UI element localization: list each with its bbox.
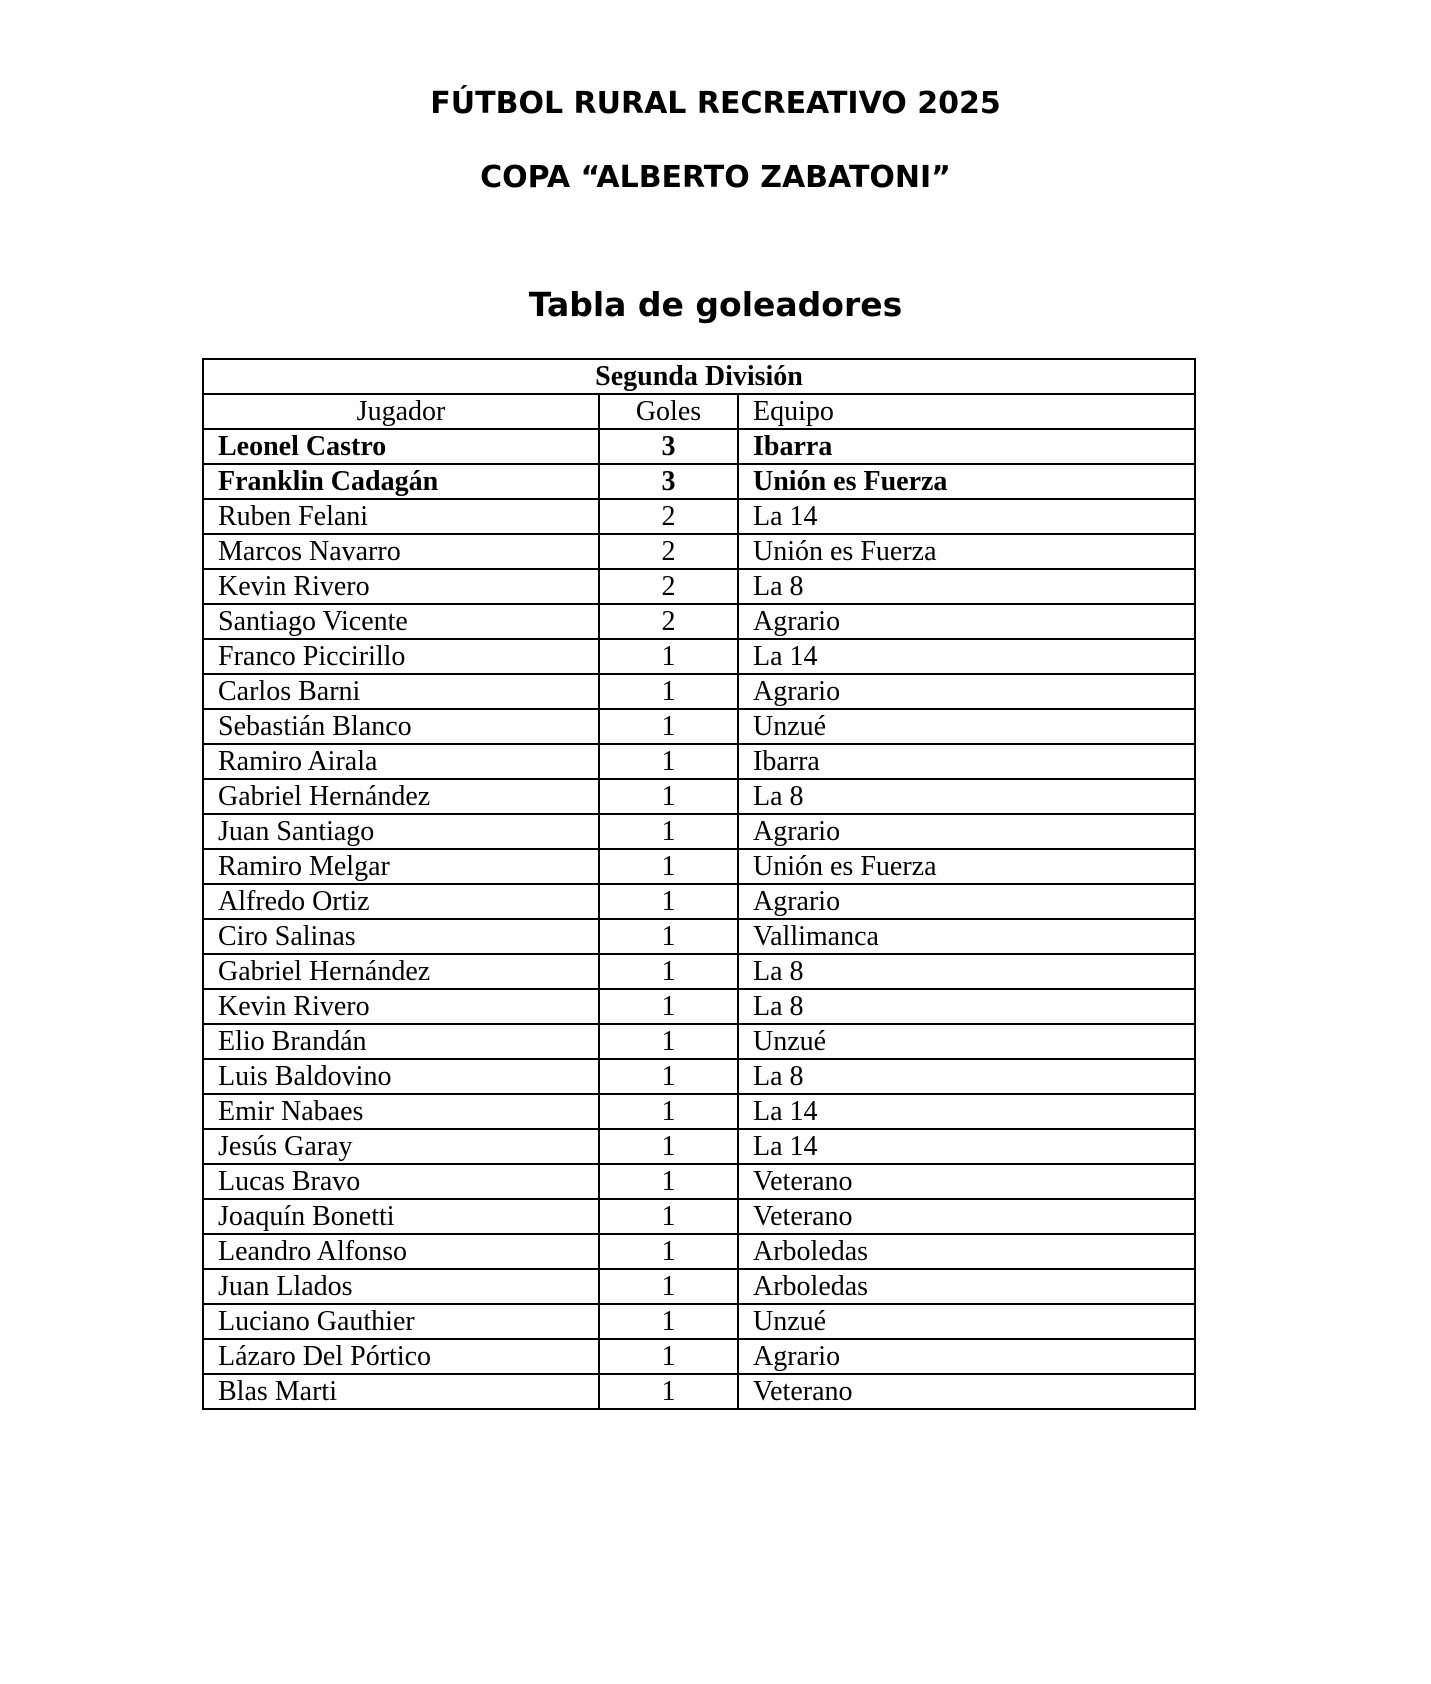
team-cell: La 8 [738,989,1195,1024]
table-row [203,919,1195,954]
player-cell: Carlos Barni [203,674,599,709]
goals-cell: 2 [599,604,738,639]
table-row [203,1269,1195,1304]
player-cell: Marcos Navarro [203,534,599,569]
table-row [203,744,1195,779]
table-row [203,1164,1195,1199]
table-row [203,1339,1195,1374]
goals-cell: 1 [599,1269,738,1304]
team-cell: Veterano [738,1164,1195,1199]
goals-cell: 3 [599,429,738,464]
player-cell: Ramiro Melgar [203,849,599,884]
goals-cell: 1 [599,1234,738,1269]
team-cell: Agrario [738,604,1195,639]
column-header-row [203,394,1195,429]
goals-cell: 1 [599,814,738,849]
table-row [203,639,1195,674]
player-cell: Luis Baldovino [203,1059,599,1094]
team-cell: La 14 [738,639,1195,674]
player-cell: Leandro Alfonso [203,1234,599,1269]
player-cell: Franco Piccirillo [203,639,599,674]
player-cell: Lucas Bravo [203,1164,599,1199]
table-row [203,1024,1195,1059]
team-cell: Agrario [738,814,1195,849]
team-cell: Agrario [738,884,1195,919]
goals-cell: 2 [599,534,738,569]
team-cell: Vallimanca [738,919,1195,954]
player-cell: Gabriel Hernández [203,954,599,989]
team-cell: Unión es Fuerza [738,464,1195,499]
player-cell: Gabriel Hernández [203,779,599,814]
table-row [203,534,1195,569]
goals-cell: 1 [599,954,738,989]
table-row [203,1374,1195,1409]
table-row [203,464,1195,499]
team-cell: Arboledas [738,1269,1195,1304]
table-row [203,884,1195,919]
player-cell: Lázaro Del Pórtico [203,1339,599,1374]
player-cell: Sebastián Blanco [203,709,599,744]
team-cell: Ibarra [738,744,1195,779]
player-cell: Juan Santiago [203,814,599,849]
goals-cell: 1 [599,1304,738,1339]
table-row [203,954,1195,989]
scorers-table [202,358,1196,1410]
player-cell: Blas Marti [203,1374,599,1409]
player-cell: Santiago Vicente [203,604,599,639]
player-cell: Elio Brandán [203,1024,599,1059]
table-row [203,569,1195,604]
goals-cell: 1 [599,674,738,709]
table-row [203,429,1195,464]
goals-cell: 1 [599,1374,738,1409]
goals-cell: 1 [599,639,738,674]
cup-title: COPA “ALBERTO ZABATONI” [480,160,951,195]
goals-cell: 1 [599,1199,738,1234]
goals-cell: 1 [599,884,738,919]
table-row [203,1304,1195,1339]
table-row [203,499,1195,534]
goals-cell: 1 [599,744,738,779]
player-cell: Ramiro Airala [203,744,599,779]
goals-cell: 1 [599,849,738,884]
team-cell: La 8 [738,1059,1195,1094]
team-cell: Unión es Fuerza [738,849,1195,884]
table-row [203,1094,1195,1129]
player-cell: Alfredo Ortiz [203,884,599,919]
player-cell: Joaquín Bonetti [203,1199,599,1234]
player-cell: Emir Nabaes [203,1094,599,1129]
table-row [203,989,1195,1024]
scorers-table-body [203,429,1195,1409]
goals-cell: 1 [599,1164,738,1199]
table-row [203,1129,1195,1164]
team-cell: Veterano [738,1199,1195,1234]
goals-cell: 1 [599,709,738,744]
goals-cell: 2 [599,569,738,604]
scorers-table-title: Tabla de goleadores [528,285,903,324]
goals-cell: 1 [599,919,738,954]
goals-cell: 1 [599,989,738,1024]
goals-cell: 1 [599,779,738,814]
player-cell: Jesús Garay [203,1129,599,1164]
team-cell: La 8 [738,954,1195,989]
goals-cell: 3 [599,464,738,499]
team-cell: La 14 [738,499,1195,534]
table-row [203,1234,1195,1269]
goals-cell: 1 [599,1129,738,1164]
team-cell: Unión es Fuerza [738,534,1195,569]
team-cell: Veterano [738,1374,1195,1409]
team-cell: La 14 [738,1094,1195,1129]
goals-cell: 1 [599,1059,738,1094]
table-row [203,1059,1195,1094]
player-cell: Kevin Rivero [203,569,599,604]
division-label: Segunda División [203,359,1195,394]
column-header-goals: Goles [599,394,738,429]
table-row [203,604,1195,639]
team-cell: Agrario [738,674,1195,709]
team-cell: Agrario [738,1339,1195,1374]
team-cell: Ibarra [738,429,1195,464]
table-row [203,709,1195,744]
goals-cell: 2 [599,499,738,534]
column-header-player: Jugador [203,394,599,429]
table-row [203,779,1195,814]
table-row [203,674,1195,709]
table-row [203,849,1195,884]
team-cell: La 8 [738,779,1195,814]
column-header-team: Equipo [738,394,1195,429]
goals-cell: 1 [599,1094,738,1129]
player-cell: Ciro Salinas [203,919,599,954]
table-row [203,1199,1195,1234]
table-row [203,814,1195,849]
team-cell: Arboledas [738,1234,1195,1269]
team-cell: Unzué [738,1304,1195,1339]
team-cell: Unzué [738,709,1195,744]
player-cell: Kevin Rivero [203,989,599,1024]
player-cell: Leonel Castro [203,429,599,464]
player-cell: Luciano Gauthier [203,1304,599,1339]
team-cell: Unzué [738,1024,1195,1059]
document-title: FÚTBOL RURAL RECREATIVO 2025 [430,86,1001,121]
player-cell: Juan Llados [203,1269,599,1304]
team-cell: La 14 [738,1129,1195,1164]
team-cell: La 8 [738,569,1195,604]
division-header-row [203,359,1195,394]
goals-cell: 1 [599,1339,738,1374]
goals-cell: 1 [599,1024,738,1059]
player-cell: Franklin Cadagán [203,464,599,499]
player-cell: Ruben Felani [203,499,599,534]
